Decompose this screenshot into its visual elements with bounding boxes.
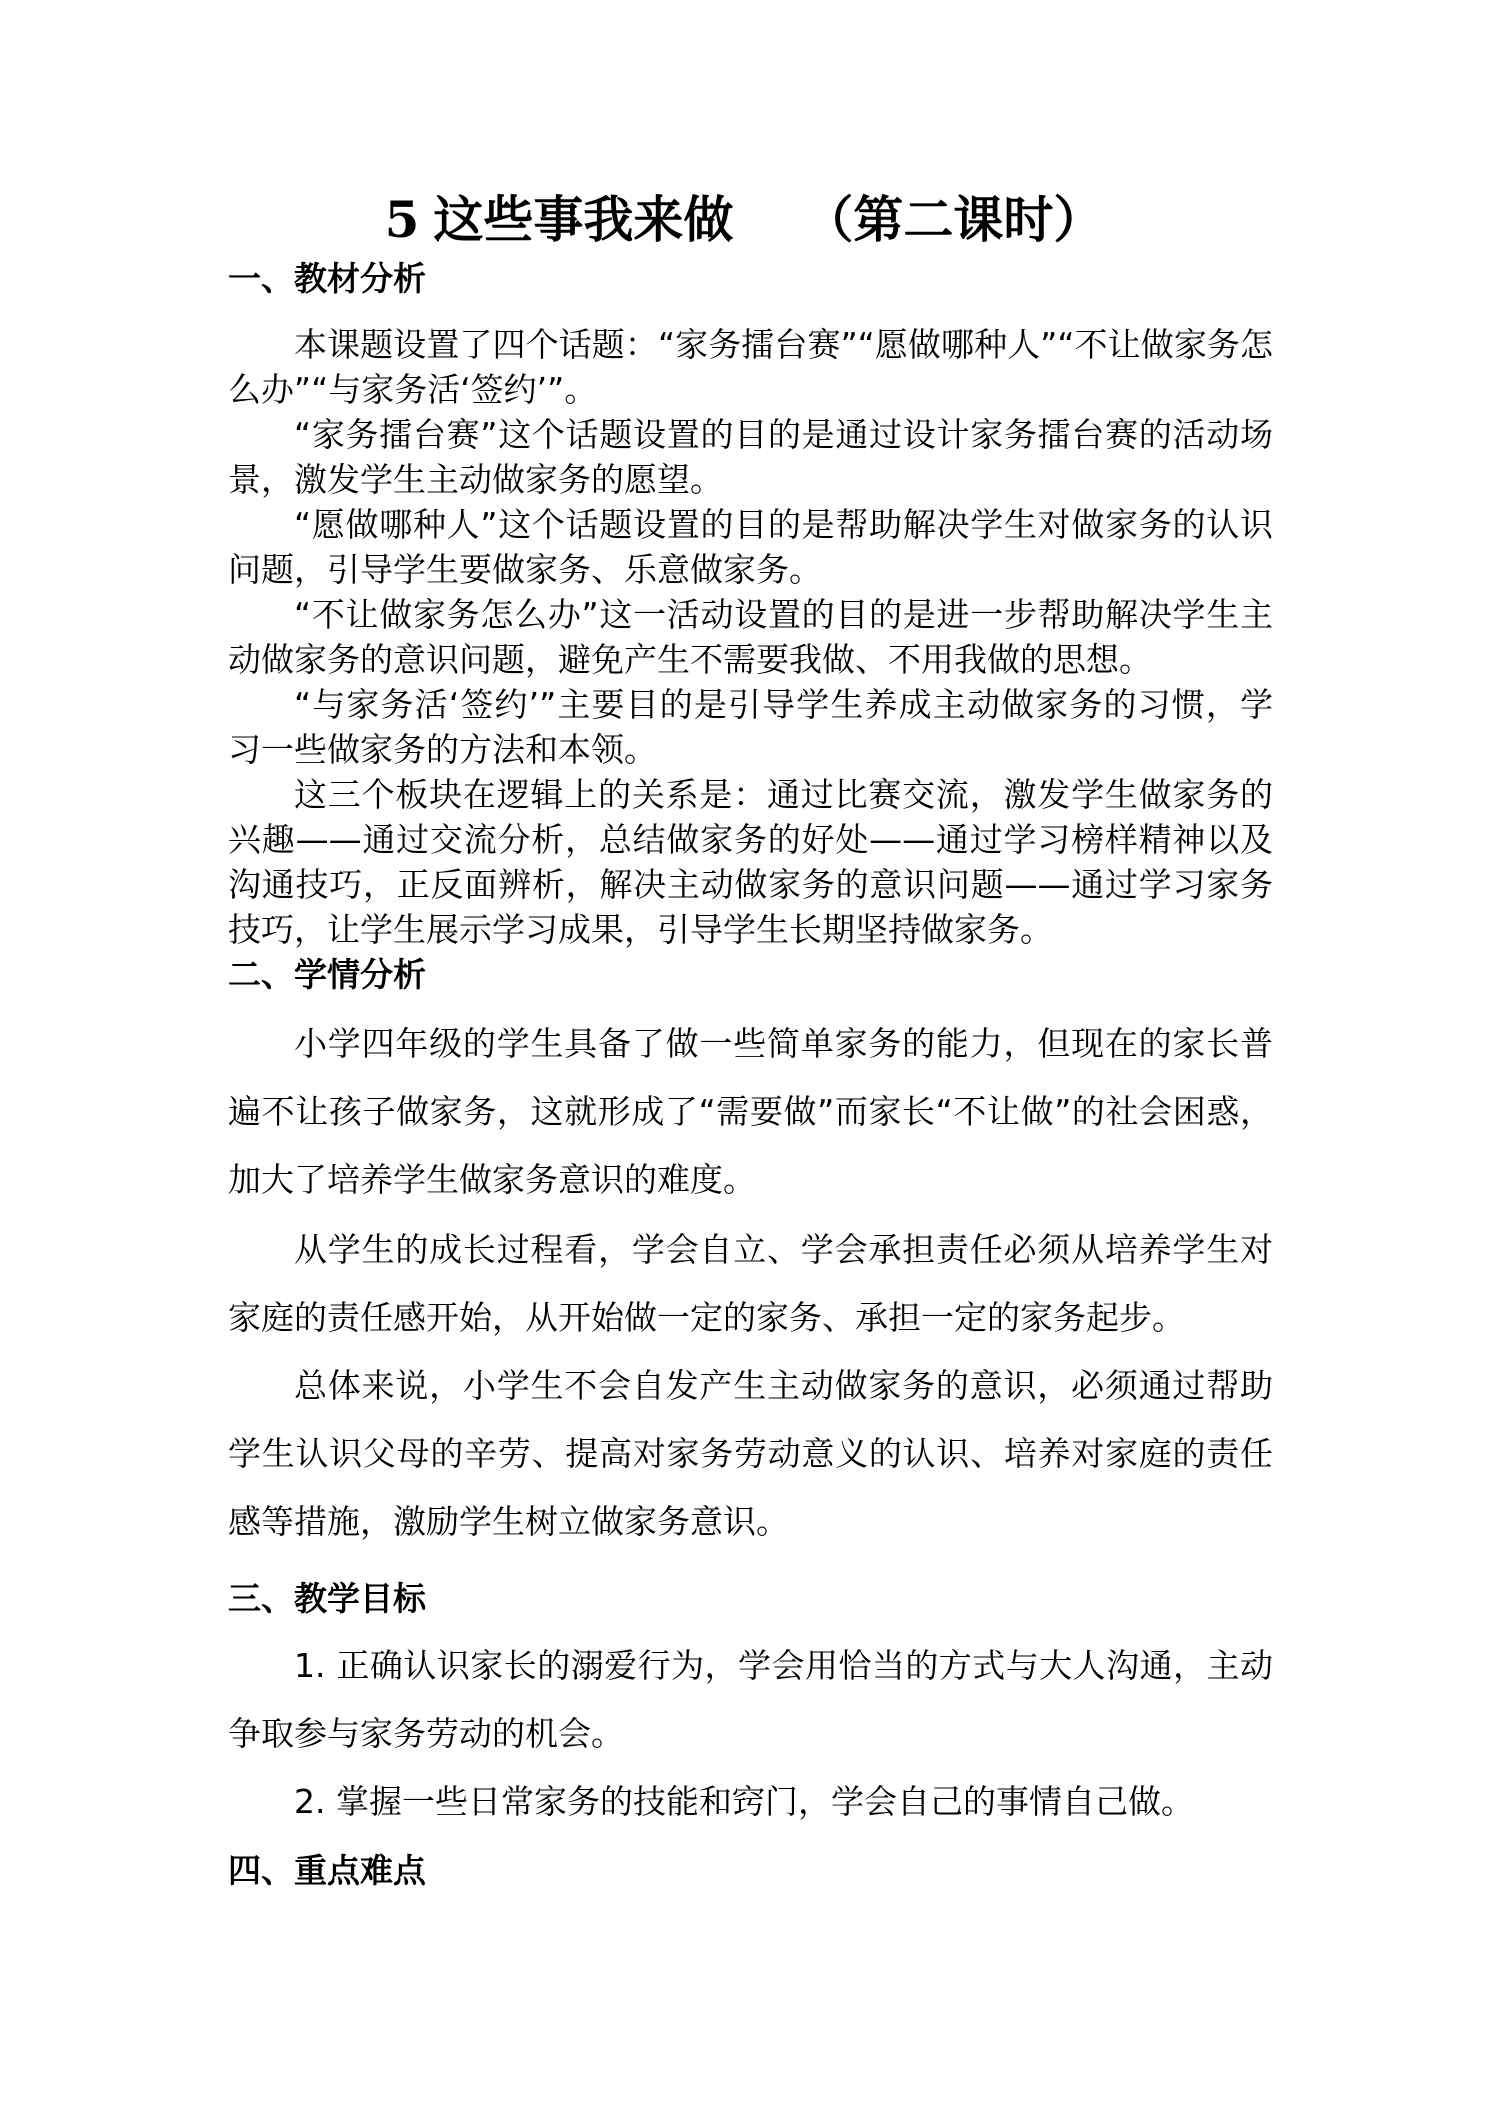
paragraph: 从学生的成长过程看，学会自立、学会承担责任必须从培养学生对家庭的责任感开始，从开始做一定的家务、承担一定的家务起步。 <box>228 1230 1273 1337</box>
paragraph: 1. 正确认识家长的溺爱行为，学会用恰当的方式与大人沟通，主动争取参与家务劳动的机会。 <box>228 1646 1273 1753</box>
paragraph: 本课题设置了四个话题：“家务擂台赛”“愿做哪种人”“不让做家务怎么办”“与家务活‘签约’”。 <box>228 325 1273 409</box>
section-heading-teaching-objectives: 三、教学目标 <box>228 1579 426 1618</box>
section-heading-textbook-analysis: 一、教材分析 <box>228 259 426 298</box>
paragraph: “与家务活‘签约’”主要目的是引导学生养成主动做家务的习惯，学习一些做家务的方法和本领。 <box>228 685 1273 769</box>
section-heading-learner-analysis: 二、学情分析 <box>228 955 426 994</box>
paragraph: “不让做家务怎么办”这一活动设置的目的是进一步帮助解决学生主动做家务的意识问题，避免产生不需要我做、不用我做的思想。 <box>228 595 1273 679</box>
page-title <box>0 186 1488 254</box>
lesson-number: 5 <box>384 190 420 249</box>
paragraph: 2. 掌握一些日常家务的技能和窍门，学会自己的事情自己做。 <box>294 1782 1194 1821</box>
lesson-period: （第二课时） <box>803 190 1104 249</box>
paragraph: “愿做哪种人”这个话题设置的目的是帮助解决学生对做家务的认识问题，引导学生要做家务、乐意做家务。 <box>228 505 1273 589</box>
lesson-title: 这些事我来做 <box>433 190 734 249</box>
paragraph: 总体来说，小学生不会自发产生主动做家务的意识，必须通过帮助学生认识父母的辛劳、提高对家务劳动意义的认识、培养对家庭的责任感等措施，激励学生树立做家务意识。 <box>228 1366 1273 1541</box>
paragraph: 小学四年级的学生具备了做一些简单家务的能力，但现在的家长普遍不让孩子做家务，这就形成了“需要做”而家长“不让做”的社会困惑，加大了培养学生做家务意识的难度。 <box>228 1024 1273 1199</box>
section-heading-key-difficulties: 四、重点难点 <box>228 1851 426 1890</box>
paragraph: “家务擂台赛”这个话题设置的目的是通过设计家务擂台赛的活动场景，激发学生主动做家务的愿望。 <box>228 415 1273 499</box>
paragraph: 这三个板块在逻辑上的关系是：通过比赛交流，激发学生做家务的兴趣——通过交流分析，总结做家务的好处——通过学习榜样精神以及沟通技巧，正反面辨析，解决主动做家务的意识问题——通过学习家务技巧，让学生展示学习成果，引导学生长期坚持做家务。 <box>228 775 1273 949</box>
